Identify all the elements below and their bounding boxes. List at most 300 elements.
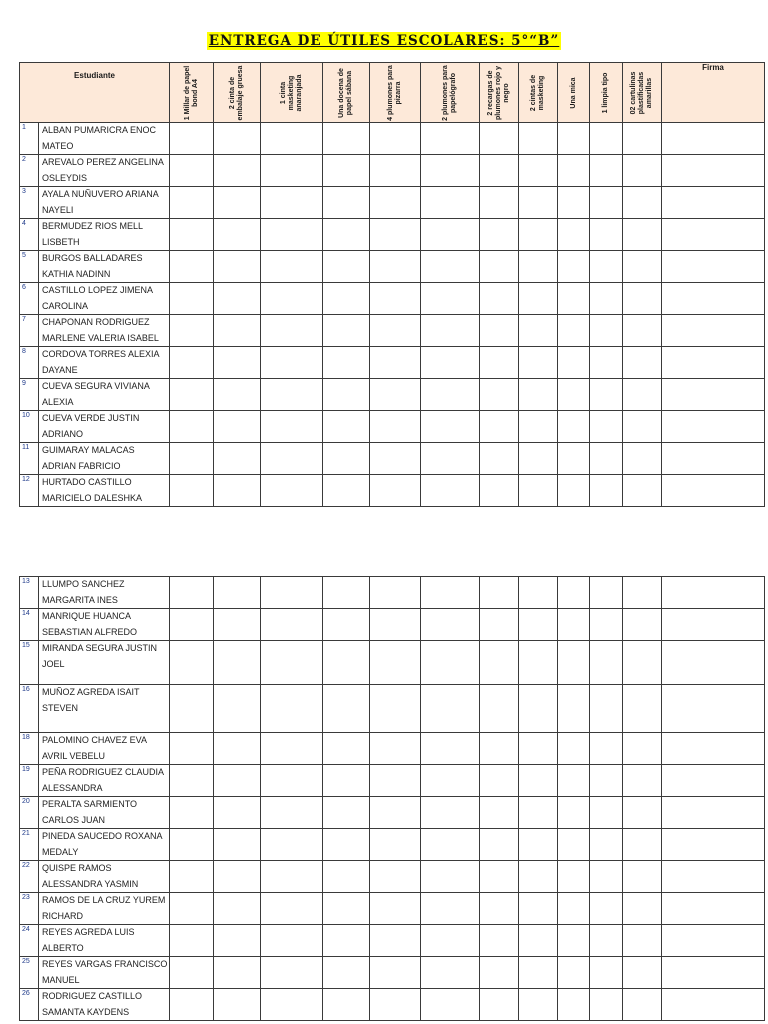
checkbox-cell[interactable] <box>261 219 323 251</box>
checkbox-cell[interactable] <box>590 475 623 507</box>
checkbox-cell[interactable] <box>214 989 261 1021</box>
checkbox-cell[interactable] <box>623 155 662 187</box>
checkbox-cell[interactable] <box>421 609 480 641</box>
checkbox-cell[interactable] <box>261 685 323 733</box>
checkbox-cell[interactable] <box>558 283 590 315</box>
checkbox-cell[interactable] <box>519 733 558 765</box>
checkbox-cell[interactable] <box>261 251 323 283</box>
checkbox-cell[interactable] <box>170 251 214 283</box>
checkbox-cell[interactable] <box>480 733 519 765</box>
checkbox-cell[interactable] <box>170 641 214 685</box>
signature-cell[interactable] <box>662 861 765 893</box>
checkbox-cell[interactable] <box>558 957 590 989</box>
checkbox-cell[interactable] <box>261 989 323 1021</box>
checkbox-cell[interactable] <box>323 379 370 411</box>
checkbox-cell[interactable] <box>558 685 590 733</box>
checkbox-cell[interactable] <box>214 443 261 475</box>
checkbox-cell[interactable] <box>519 577 558 609</box>
checkbox-cell[interactable] <box>323 733 370 765</box>
checkbox-cell[interactable] <box>519 155 558 187</box>
checkbox-cell[interactable] <box>261 829 323 861</box>
checkbox-cell[interactable] <box>558 411 590 443</box>
checkbox-cell[interactable] <box>170 283 214 315</box>
checkbox-cell[interactable] <box>519 925 558 957</box>
checkbox-cell[interactable] <box>480 347 519 379</box>
checkbox-cell[interactable] <box>519 251 558 283</box>
checkbox-cell[interactable] <box>590 989 623 1021</box>
checkbox-cell[interactable] <box>370 475 421 507</box>
checkbox-cell[interactable] <box>480 577 519 609</box>
checkbox-cell[interactable] <box>519 411 558 443</box>
checkbox-cell[interactable] <box>323 411 370 443</box>
checkbox-cell[interactable] <box>480 797 519 829</box>
checkbox-cell[interactable] <box>214 893 261 925</box>
checkbox-cell[interactable] <box>558 251 590 283</box>
checkbox-cell[interactable] <box>623 989 662 1021</box>
signature-cell[interactable] <box>662 315 765 347</box>
checkbox-cell[interactable] <box>480 641 519 685</box>
signature-cell[interactable] <box>662 829 765 861</box>
checkbox-cell[interactable] <box>323 641 370 685</box>
checkbox-cell[interactable] <box>370 379 421 411</box>
checkbox-cell[interactable] <box>623 609 662 641</box>
checkbox-cell[interactable] <box>421 957 480 989</box>
checkbox-cell[interactable] <box>480 893 519 925</box>
checkbox-cell[interactable] <box>421 925 480 957</box>
checkbox-cell[interactable] <box>370 219 421 251</box>
checkbox-cell[interactable] <box>519 641 558 685</box>
checkbox-cell[interactable] <box>421 411 480 443</box>
checkbox-cell[interactable] <box>623 685 662 733</box>
checkbox-cell[interactable] <box>421 219 480 251</box>
checkbox-cell[interactable] <box>323 685 370 733</box>
checkbox-cell[interactable] <box>170 733 214 765</box>
checkbox-cell[interactable] <box>558 577 590 609</box>
checkbox-cell[interactable] <box>421 475 480 507</box>
checkbox-cell[interactable] <box>421 829 480 861</box>
checkbox-cell[interactable] <box>261 347 323 379</box>
checkbox-cell[interactable] <box>214 251 261 283</box>
checkbox-cell[interactable] <box>370 797 421 829</box>
checkbox-cell[interactable] <box>519 379 558 411</box>
checkbox-cell[interactable] <box>421 347 480 379</box>
checkbox-cell[interactable] <box>214 861 261 893</box>
checkbox-cell[interactable] <box>623 733 662 765</box>
checkbox-cell[interactable] <box>170 797 214 829</box>
checkbox-cell[interactable] <box>323 609 370 641</box>
checkbox-cell[interactable] <box>170 219 214 251</box>
checkbox-cell[interactable] <box>170 925 214 957</box>
checkbox-cell[interactable] <box>421 641 480 685</box>
checkbox-cell[interactable] <box>323 187 370 219</box>
checkbox-cell[interactable] <box>370 443 421 475</box>
checkbox-cell[interactable] <box>623 347 662 379</box>
checkbox-cell[interactable] <box>214 475 261 507</box>
checkbox-cell[interactable] <box>623 219 662 251</box>
signature-cell[interactable] <box>662 577 765 609</box>
checkbox-cell[interactable] <box>370 315 421 347</box>
checkbox-cell[interactable] <box>421 797 480 829</box>
checkbox-cell[interactable] <box>170 765 214 797</box>
checkbox-cell[interactable] <box>214 641 261 685</box>
checkbox-cell[interactable] <box>323 475 370 507</box>
checkbox-cell[interactable] <box>370 829 421 861</box>
checkbox-cell[interactable] <box>519 609 558 641</box>
checkbox-cell[interactable] <box>590 251 623 283</box>
checkbox-cell[interactable] <box>261 577 323 609</box>
checkbox-cell[interactable] <box>480 251 519 283</box>
checkbox-cell[interactable] <box>261 925 323 957</box>
checkbox-cell[interactable] <box>623 861 662 893</box>
checkbox-cell[interactable] <box>214 187 261 219</box>
checkbox-cell[interactable] <box>323 251 370 283</box>
checkbox-cell[interactable] <box>261 765 323 797</box>
checkbox-cell[interactable] <box>214 957 261 989</box>
checkbox-cell[interactable] <box>590 219 623 251</box>
signature-cell[interactable] <box>662 219 765 251</box>
checkbox-cell[interactable] <box>558 765 590 797</box>
checkbox-cell[interactable] <box>590 347 623 379</box>
checkbox-cell[interactable] <box>623 251 662 283</box>
checkbox-cell[interactable] <box>558 797 590 829</box>
checkbox-cell[interactable] <box>323 577 370 609</box>
checkbox-cell[interactable] <box>558 861 590 893</box>
checkbox-cell[interactable] <box>421 283 480 315</box>
checkbox-cell[interactable] <box>323 347 370 379</box>
checkbox-cell[interactable] <box>519 957 558 989</box>
checkbox-cell[interactable] <box>370 251 421 283</box>
checkbox-cell[interactable] <box>480 187 519 219</box>
checkbox-cell[interactable] <box>214 577 261 609</box>
checkbox-cell[interactable] <box>623 283 662 315</box>
checkbox-cell[interactable] <box>214 685 261 733</box>
checkbox-cell[interactable] <box>421 989 480 1021</box>
checkbox-cell[interactable] <box>261 861 323 893</box>
checkbox-cell[interactable] <box>323 123 370 155</box>
signature-cell[interactable] <box>662 187 765 219</box>
checkbox-cell[interactable] <box>323 829 370 861</box>
checkbox-cell[interactable] <box>558 443 590 475</box>
checkbox-cell[interactable] <box>590 733 623 765</box>
checkbox-cell[interactable] <box>519 685 558 733</box>
checkbox-cell[interactable] <box>519 797 558 829</box>
checkbox-cell[interactable] <box>590 957 623 989</box>
checkbox-cell[interactable] <box>623 577 662 609</box>
checkbox-cell[interactable] <box>323 283 370 315</box>
checkbox-cell[interactable] <box>590 765 623 797</box>
checkbox-cell[interactable] <box>421 155 480 187</box>
checkbox-cell[interactable] <box>421 893 480 925</box>
checkbox-cell[interactable] <box>323 925 370 957</box>
checkbox-cell[interactable] <box>170 861 214 893</box>
checkbox-cell[interactable] <box>170 989 214 1021</box>
checkbox-cell[interactable] <box>421 443 480 475</box>
checkbox-cell[interactable] <box>519 283 558 315</box>
checkbox-cell[interactable] <box>519 829 558 861</box>
checkbox-cell[interactable] <box>558 733 590 765</box>
checkbox-cell[interactable] <box>590 685 623 733</box>
checkbox-cell[interactable] <box>480 155 519 187</box>
checkbox-cell[interactable] <box>519 347 558 379</box>
checkbox-cell[interactable] <box>421 861 480 893</box>
signature-cell[interactable] <box>662 609 765 641</box>
signature-cell[interactable] <box>662 641 765 685</box>
checkbox-cell[interactable] <box>323 893 370 925</box>
signature-cell[interactable] <box>662 155 765 187</box>
checkbox-cell[interactable] <box>558 893 590 925</box>
checkbox-cell[interactable] <box>590 283 623 315</box>
checkbox-cell[interactable] <box>519 893 558 925</box>
checkbox-cell[interactable] <box>590 641 623 685</box>
checkbox-cell[interactable] <box>623 797 662 829</box>
signature-cell[interactable] <box>662 733 765 765</box>
checkbox-cell[interactable] <box>261 123 323 155</box>
checkbox-cell[interactable] <box>480 989 519 1021</box>
checkbox-cell[interactable] <box>170 315 214 347</box>
checkbox-cell[interactable] <box>590 443 623 475</box>
checkbox-cell[interactable] <box>590 379 623 411</box>
checkbox-cell[interactable] <box>261 957 323 989</box>
checkbox-cell[interactable] <box>421 251 480 283</box>
checkbox-cell[interactable] <box>214 123 261 155</box>
checkbox-cell[interactable] <box>590 925 623 957</box>
checkbox-cell[interactable] <box>323 219 370 251</box>
checkbox-cell[interactable] <box>519 861 558 893</box>
checkbox-cell[interactable] <box>519 219 558 251</box>
checkbox-cell[interactable] <box>480 219 519 251</box>
checkbox-cell[interactable] <box>623 641 662 685</box>
checkbox-cell[interactable] <box>590 829 623 861</box>
checkbox-cell[interactable] <box>480 765 519 797</box>
checkbox-cell[interactable] <box>480 443 519 475</box>
checkbox-cell[interactable] <box>623 187 662 219</box>
checkbox-cell[interactable] <box>261 893 323 925</box>
checkbox-cell[interactable] <box>370 123 421 155</box>
checkbox-cell[interactable] <box>323 989 370 1021</box>
checkbox-cell[interactable] <box>421 577 480 609</box>
checkbox-cell[interactable] <box>421 123 480 155</box>
signature-cell[interactable] <box>662 765 765 797</box>
checkbox-cell[interactable] <box>558 609 590 641</box>
checkbox-cell[interactable] <box>558 155 590 187</box>
checkbox-cell[interactable] <box>558 347 590 379</box>
checkbox-cell[interactable] <box>623 411 662 443</box>
signature-cell[interactable] <box>662 123 765 155</box>
checkbox-cell[interactable] <box>370 861 421 893</box>
checkbox-cell[interactable] <box>623 925 662 957</box>
checkbox-cell[interactable] <box>370 347 421 379</box>
checkbox-cell[interactable] <box>421 379 480 411</box>
checkbox-cell[interactable] <box>261 379 323 411</box>
checkbox-cell[interactable] <box>480 315 519 347</box>
checkbox-cell[interactable] <box>323 957 370 989</box>
checkbox-cell[interactable] <box>214 315 261 347</box>
checkbox-cell[interactable] <box>170 155 214 187</box>
checkbox-cell[interactable] <box>370 989 421 1021</box>
checkbox-cell[interactable] <box>623 829 662 861</box>
checkbox-cell[interactable] <box>261 641 323 685</box>
checkbox-cell[interactable] <box>590 123 623 155</box>
checkbox-cell[interactable] <box>558 219 590 251</box>
checkbox-cell[interactable] <box>170 577 214 609</box>
checkbox-cell[interactable] <box>623 893 662 925</box>
checkbox-cell[interactable] <box>323 861 370 893</box>
checkbox-cell[interactable] <box>214 411 261 443</box>
checkbox-cell[interactable] <box>558 187 590 219</box>
checkbox-cell[interactable] <box>480 925 519 957</box>
checkbox-cell[interactable] <box>480 379 519 411</box>
checkbox-cell[interactable] <box>323 765 370 797</box>
checkbox-cell[interactable] <box>261 475 323 507</box>
checkbox-cell[interactable] <box>261 187 323 219</box>
signature-cell[interactable] <box>662 957 765 989</box>
checkbox-cell[interactable] <box>421 765 480 797</box>
checkbox-cell[interactable] <box>590 861 623 893</box>
checkbox-cell[interactable] <box>170 957 214 989</box>
checkbox-cell[interactable] <box>170 411 214 443</box>
checkbox-cell[interactable] <box>623 957 662 989</box>
checkbox-cell[interactable] <box>623 765 662 797</box>
signature-cell[interactable] <box>662 685 765 733</box>
checkbox-cell[interactable] <box>480 685 519 733</box>
checkbox-cell[interactable] <box>623 443 662 475</box>
checkbox-cell[interactable] <box>558 379 590 411</box>
checkbox-cell[interactable] <box>370 283 421 315</box>
checkbox-cell[interactable] <box>261 283 323 315</box>
checkbox-cell[interactable] <box>480 957 519 989</box>
checkbox-cell[interactable] <box>480 475 519 507</box>
checkbox-cell[interactable] <box>214 733 261 765</box>
checkbox-cell[interactable] <box>370 685 421 733</box>
checkbox-cell[interactable] <box>261 609 323 641</box>
checkbox-cell[interactable] <box>623 475 662 507</box>
checkbox-cell[interactable] <box>214 797 261 829</box>
checkbox-cell[interactable] <box>421 685 480 733</box>
checkbox-cell[interactable] <box>214 283 261 315</box>
checkbox-cell[interactable] <box>323 315 370 347</box>
signature-cell[interactable] <box>662 379 765 411</box>
checkbox-cell[interactable] <box>170 475 214 507</box>
checkbox-cell[interactable] <box>558 475 590 507</box>
checkbox-cell[interactable] <box>323 797 370 829</box>
checkbox-cell[interactable] <box>480 829 519 861</box>
checkbox-cell[interactable] <box>558 989 590 1021</box>
signature-cell[interactable] <box>662 411 765 443</box>
checkbox-cell[interactable] <box>323 155 370 187</box>
checkbox-cell[interactable] <box>590 187 623 219</box>
checkbox-cell[interactable] <box>480 123 519 155</box>
signature-cell[interactable] <box>662 893 765 925</box>
checkbox-cell[interactable] <box>214 379 261 411</box>
checkbox-cell[interactable] <box>370 155 421 187</box>
checkbox-cell[interactable] <box>370 187 421 219</box>
checkbox-cell[interactable] <box>590 411 623 443</box>
checkbox-cell[interactable] <box>370 609 421 641</box>
checkbox-cell[interactable] <box>480 609 519 641</box>
checkbox-cell[interactable] <box>170 829 214 861</box>
checkbox-cell[interactable] <box>370 733 421 765</box>
checkbox-cell[interactable] <box>370 925 421 957</box>
signature-cell[interactable] <box>662 251 765 283</box>
signature-cell[interactable] <box>662 347 765 379</box>
checkbox-cell[interactable] <box>519 765 558 797</box>
checkbox-cell[interactable] <box>214 219 261 251</box>
checkbox-cell[interactable] <box>170 379 214 411</box>
checkbox-cell[interactable] <box>519 443 558 475</box>
checkbox-cell[interactable] <box>370 641 421 685</box>
checkbox-cell[interactable] <box>214 925 261 957</box>
checkbox-cell[interactable] <box>370 893 421 925</box>
checkbox-cell[interactable] <box>590 609 623 641</box>
checkbox-cell[interactable] <box>261 443 323 475</box>
checkbox-cell[interactable] <box>170 893 214 925</box>
checkbox-cell[interactable] <box>590 577 623 609</box>
checkbox-cell[interactable] <box>421 187 480 219</box>
checkbox-cell[interactable] <box>214 347 261 379</box>
checkbox-cell[interactable] <box>261 733 323 765</box>
checkbox-cell[interactable] <box>558 315 590 347</box>
checkbox-cell[interactable] <box>480 283 519 315</box>
checkbox-cell[interactable] <box>519 315 558 347</box>
checkbox-cell[interactable] <box>590 797 623 829</box>
checkbox-cell[interactable] <box>623 123 662 155</box>
checkbox-cell[interactable] <box>214 155 261 187</box>
checkbox-cell[interactable] <box>170 123 214 155</box>
signature-cell[interactable] <box>662 475 765 507</box>
checkbox-cell[interactable] <box>214 829 261 861</box>
checkbox-cell[interactable] <box>558 123 590 155</box>
signature-cell[interactable] <box>662 443 765 475</box>
checkbox-cell[interactable] <box>170 609 214 641</box>
checkbox-cell[interactable] <box>519 989 558 1021</box>
checkbox-cell[interactable] <box>370 577 421 609</box>
checkbox-cell[interactable] <box>370 411 421 443</box>
signature-cell[interactable] <box>662 283 765 315</box>
checkbox-cell[interactable] <box>558 925 590 957</box>
checkbox-cell[interactable] <box>170 347 214 379</box>
checkbox-cell[interactable] <box>480 861 519 893</box>
checkbox-cell[interactable] <box>519 475 558 507</box>
checkbox-cell[interactable] <box>590 155 623 187</box>
checkbox-cell[interactable] <box>170 443 214 475</box>
checkbox-cell[interactable] <box>421 733 480 765</box>
checkbox-cell[interactable] <box>170 685 214 733</box>
checkbox-cell[interactable] <box>170 187 214 219</box>
checkbox-cell[interactable] <box>421 315 480 347</box>
checkbox-cell[interactable] <box>623 315 662 347</box>
checkbox-cell[interactable] <box>480 411 519 443</box>
checkbox-cell[interactable] <box>214 765 261 797</box>
checkbox-cell[interactable] <box>558 641 590 685</box>
checkbox-cell[interactable] <box>623 379 662 411</box>
checkbox-cell[interactable] <box>519 187 558 219</box>
checkbox-cell[interactable] <box>519 123 558 155</box>
checkbox-cell[interactable] <box>370 957 421 989</box>
signature-cell[interactable] <box>662 989 765 1021</box>
signature-cell[interactable] <box>662 925 765 957</box>
checkbox-cell[interactable] <box>261 315 323 347</box>
checkbox-cell[interactable] <box>323 443 370 475</box>
checkbox-cell[interactable] <box>261 797 323 829</box>
signature-cell[interactable] <box>662 797 765 829</box>
checkbox-cell[interactable] <box>590 315 623 347</box>
checkbox-cell[interactable] <box>261 155 323 187</box>
checkbox-cell[interactable] <box>370 765 421 797</box>
checkbox-cell[interactable] <box>214 609 261 641</box>
checkbox-cell[interactable] <box>558 829 590 861</box>
checkbox-cell[interactable] <box>590 893 623 925</box>
checkbox-cell[interactable] <box>261 411 323 443</box>
